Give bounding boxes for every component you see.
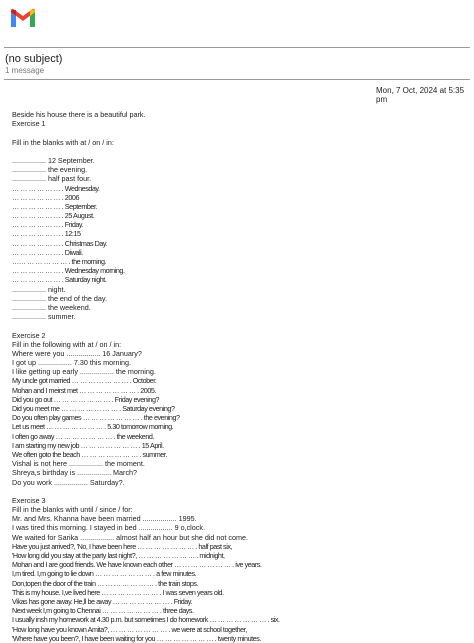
- header-divider: [4, 47, 470, 48]
- body-line: Do you often play games … … … … … … … . the evening?: [12, 413, 180, 423]
- body-line: … … … … … … . Wednesday.: [12, 183, 100, 193]
- body-line: … … … … … … . Wednesday morning.: [12, 266, 125, 276]
- body-line: 'How long have you known Amita?, … … … … … … … . we were at school together,: [12, 624, 247, 634]
- body-line: Exercise 3: [12, 495, 46, 505]
- body-line: … … … … … … . 2006: [12, 192, 79, 202]
- body-line: …… … … … … … . the morning.: [12, 257, 107, 266]
- body-line: Did you go out … … … … … … … . Friday evening?: [12, 394, 160, 404]
- email-body: [12, 110, 462, 643]
- body-line: Fill in the blanks with at / on / in:: [12, 137, 114, 147]
- body-line: I often go away … … … … … … … . the weekend.: [12, 431, 154, 441]
- body-line: I,m tired. I,m going to lie down … … … … … … … . a few minutes.: [12, 569, 197, 579]
- body-line: Mohan and I are good friends. We have known each other … … … … … … … . ive years.: [12, 560, 262, 570]
- body-line: Fill in the blanks with until / since / for:: [12, 505, 133, 515]
- body-line: Beside his house there is a beautiful park.: [12, 110, 146, 119]
- body-line: Have you just arrived?, 'No, I have been here … … … … … … … . half past six,: [12, 541, 233, 551]
- body-line: ................. the evening.: [12, 165, 88, 175]
- body-line: … … … … … … . September.: [12, 201, 98, 211]
- body-line: Next week I,m going to Chennai … … … … … … … . three days.: [12, 606, 194, 616]
- body-line: … … … … … … . 12:15: [12, 229, 81, 239]
- subject-divider: [4, 79, 470, 80]
- body-line: Exercise 2: [12, 330, 46, 340]
- body-line: Fill in the following with at / on / in:: [12, 339, 122, 349]
- body-line: I am starting my new job … … … … … … … . 15 April.: [12, 440, 164, 450]
- body-line: Do you work ................. Saturday?.: [12, 477, 125, 487]
- body-line: Mr. and Mrs. Khanna have been married ................. 1995.: [12, 514, 197, 524]
- body-line: … … … … … … . Christmas Day.: [12, 238, 108, 248]
- body-line: Vikas has gone away. He,ll be away … … … … … … … . Friday.: [12, 596, 193, 606]
- body-line: … … … … … … . Saturday night.: [12, 275, 107, 285]
- blank-line: [12, 487, 462, 496]
- body-line: … … … … … … . Friday.: [12, 220, 84, 230]
- body-line: My uncle got married … … … … … … … . October.: [12, 376, 157, 386]
- body-line: I was tired this morning. I stayed in bed ................. 9 o,clock.: [12, 523, 205, 533]
- body-line: ................. summer.: [12, 312, 76, 322]
- body-line: Did you meet me … … … … … … … . Saturday evening?: [12, 404, 175, 413]
- body-line: ................. half past four.: [12, 174, 92, 184]
- email-date: Mon, 7 Oct, 2024 at 5:35 pm: [376, 86, 465, 104]
- blank-line: [12, 321, 462, 330]
- message-count: 1 message: [5, 66, 45, 75]
- body-line: I got up ................. 7.30 this morning.: [12, 358, 132, 368]
- body-line: I like getting up early ................. the morning.: [12, 367, 156, 377]
- body-line: This is my house. I,ve lived here … … … … … … … . I was seven years old.: [12, 587, 224, 597]
- body-line: ................. the end of the day.: [12, 293, 107, 303]
- gmail-m-icon: [10, 8, 36, 28]
- body-line: 'Where have you been?, I have been waiting for you … … … … … … … . twenty minutes.: [12, 633, 261, 643]
- body-line: Mohan and I meirst met … … … … … … … . 2005.: [12, 385, 156, 395]
- body-line: … … … … … … . Diwali.: [12, 247, 83, 257]
- body-line: Where were you ................. 16 January?: [12, 348, 142, 358]
- body-line: Shreya,s birthday is ................. March?: [12, 468, 138, 478]
- body-line: … … … … … … . 25 August.: [12, 211, 95, 221]
- body-line: Vishal is not here ................. the moment.: [12, 459, 145, 469]
- blank-line: [12, 147, 462, 156]
- body-line: 'How long did you stay at the party last night?, … … … … … … … . midnight,: [12, 551, 225, 560]
- body-line: ................. night.: [12, 284, 66, 294]
- body-line: Don,topen the door of the train … … … … … … … . the train stops.: [12, 578, 199, 588]
- body-line: We waited for Sarika ................. almost half an hour but she did not come.: [12, 532, 248, 542]
- body-line: We often goto the beach … … … … … … … . summer.: [12, 449, 167, 459]
- body-line: Exercise 1: [12, 119, 46, 129]
- blank-line: [12, 128, 462, 137]
- email-subject: (no subject): [5, 53, 63, 65]
- body-line: ................. the weekend.: [12, 302, 91, 312]
- gmail-logo[interactable]: [10, 8, 36, 28]
- body-line: Let us meet … … … … … … … . 5.30 tomorrow morning.: [12, 422, 174, 432]
- body-line: I usually insh my homework at 4.30 p.m. but sometimes I do homework … … … … … … … . six.: [12, 615, 280, 625]
- body-line: ................. 12 September.: [12, 155, 95, 165]
